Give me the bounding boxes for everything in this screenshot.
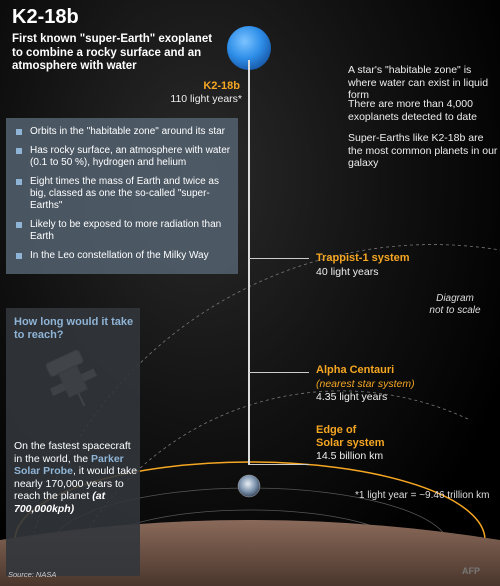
edge-distance: 14.5 billion km [316, 450, 384, 462]
earth-globe-icon [238, 475, 260, 497]
diagram-note-line1: Diagram [436, 293, 474, 304]
fact-exoplanets: There are more than 4,000 exoplanets detected to date [348, 98, 478, 123]
trappist-name: Trappist-1 system [316, 252, 410, 264]
characteristics-box [6, 118, 238, 274]
alpha-connector [249, 372, 309, 373]
characteristic-item: In the Leo constellation of the Milky Way [16, 250, 232, 262]
edge-name-line1: Edge of [316, 424, 357, 436]
probe-speed: (at 700,000kph) [14, 490, 106, 515]
source: Source: NASA [8, 570, 57, 579]
edge-connector [249, 464, 309, 465]
trappist-distance: 40 light years [316, 266, 379, 278]
subtitle: First known "super-Earth" exoplanet to combine a rocky surface and an atmosphere with water [12, 33, 213, 72]
probe-description [14, 440, 138, 515]
edge-name-line2: Solar system [316, 437, 385, 449]
distance-line [248, 60, 250, 465]
page-title: K2-18b [12, 6, 79, 28]
probe-name: Parker Solar Probe [14, 452, 124, 477]
afp-logo: AFP [462, 566, 480, 576]
alpha-name: Alpha Centauri [316, 364, 395, 376]
planet-distance: 110 light years* [170, 93, 242, 105]
alpha-note: (nearest star system) [316, 378, 415, 390]
characteristic-item: Eight times the mass of Earth and twice as big, classed as one the so-called "super-Earths" [16, 176, 232, 212]
footnote: *1 light year = ~9.46 trillion km [355, 490, 490, 501]
probe-question: How long would it take to reach? [14, 316, 134, 341]
fact-super-earths: Super-Earths like K2-18b are the most common planets in our galaxy [348, 132, 498, 169]
diagram-note [420, 293, 490, 317]
diagram-note-line2: not to scale [429, 305, 481, 316]
probe-text-before: On the fastest spacecraft in the world, the [14, 440, 131, 465]
alpha-distance: 4.35 light years [316, 391, 388, 403]
characteristic-item: Likely to be exposed to more radiation than Earth [16, 219, 232, 243]
trappist-connector [249, 258, 309, 259]
probe-text-after: , it would take nearly 170,000 years to reach the planet [14, 465, 138, 502]
fact-habitable-zone: A star's "habitable zone" is where water can exist in liquid form [348, 64, 489, 101]
characteristic-item: Orbits in the "habitable zone" around its star [16, 126, 232, 138]
characteristic-item: Has rocky surface, an atmosphere with water (0.1 to 50 %), hydrogen and helium [16, 145, 232, 169]
planet-name: K2-18b [203, 80, 240, 92]
